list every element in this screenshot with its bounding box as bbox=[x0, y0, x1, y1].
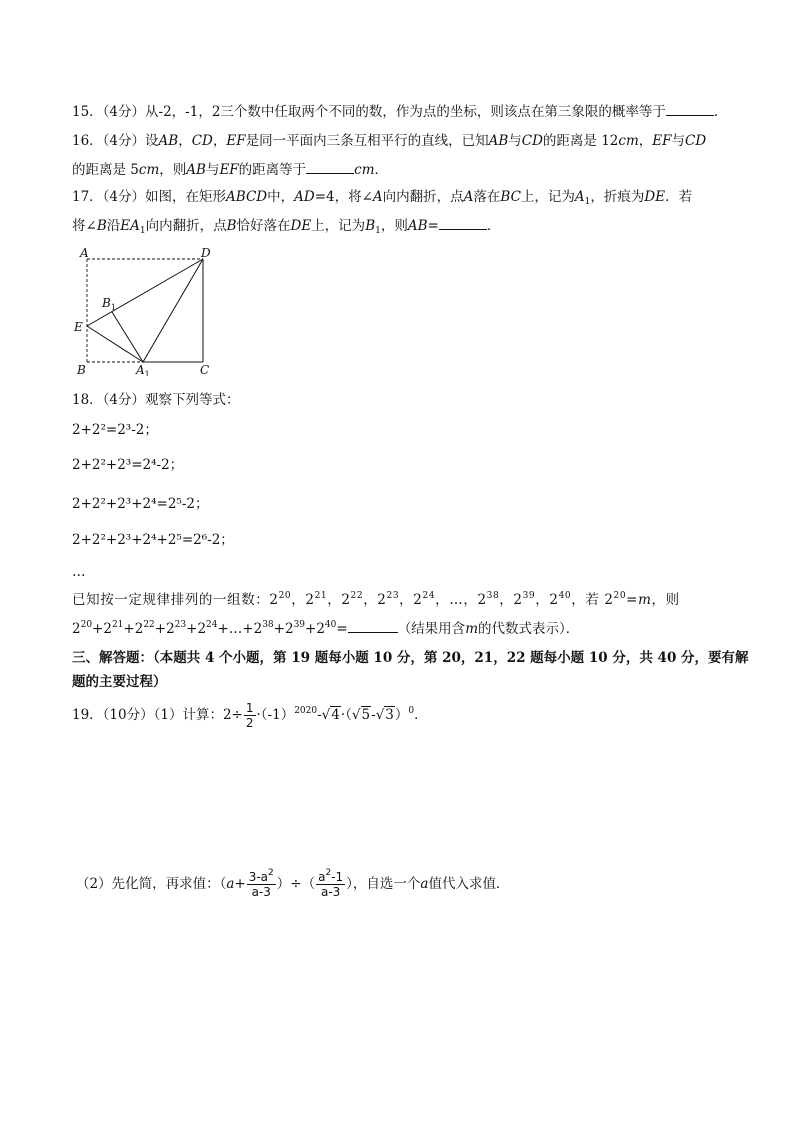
equation-2: 2+2²+2³=2⁴-2； bbox=[72, 457, 184, 473]
question-19-part1: 19．（10分）（1）计算：2÷ $\frac{1}{2}$ $\cdot(-1)^{2020}-√4\cdot(√5-√3)^0$． bbox=[72, 701, 428, 730]
question-16-line1: 16．（4分）设AB，CD，EF是同一平面内三条互相平行的直线，已知AB与CD的距离是 12cm，EF与CD bbox=[72, 133, 707, 149]
ellipsis: … bbox=[72, 564, 86, 580]
answer-blank bbox=[306, 159, 354, 174]
question-17-line2: 将∠B沿$EA_1$向内翻折，点B恰好落在DE上，记为$B_1$，则AB= ． bbox=[72, 215, 500, 236]
label-C: C bbox=[200, 363, 210, 376]
question-16-line2: 的距离是 5cm，则AB与EF的距离等于 cm． bbox=[72, 159, 388, 180]
question-18-line2: $2^{20}+2^{21}+2^{22}+2^{23}+2^{24}+\dots+2^{38}+2^{39}+2^{40}=$ （结果用含m的代数式表示）． bbox=[72, 620, 580, 637]
section-3-heading: 三、解答题：（本题共 4 个小题，第 19 题每小题 10 分，第 20，21，22 题每小题 10 分，共 40 分，要有解 bbox=[72, 650, 749, 666]
label-E: E bbox=[74, 320, 83, 334]
answer-blank bbox=[348, 618, 398, 633]
equation-1: 2+2²=2³-2； bbox=[72, 422, 158, 438]
label-A: A bbox=[80, 246, 89, 260]
question-18-line1: 已知按一定规律排列的一组数：$2^{20}$，$2^{21}$，$2^{22}$，$2^{23}$，$2^{24}$，…，$2^{38}$，$2^{39}$，$2^{40}$，若 $2^{20}=m$，则 bbox=[72, 591, 680, 608]
section-3-heading-cont: 题的主要过程） bbox=[72, 674, 167, 690]
edge-ED bbox=[87, 259, 203, 326]
q15-text: 15．（4分）从-2，-1，2三个数中任取两个不同的数，作为点的坐标，则该点在第三象限的概率等于 bbox=[72, 104, 666, 120]
label-A1: $A_1$ bbox=[136, 363, 150, 376]
label-B1: $B_1$ bbox=[102, 296, 116, 312]
question-19-part2: （2）先化简，再求值：（a+ $\frac{3-a^2}{a-3}$ ）÷（ $\frac{a^2-1}{a-3}$ ），自选一个a值代入求值． bbox=[76, 868, 510, 899]
edge-DA1 bbox=[143, 259, 203, 362]
equation-4: 2+2²+2³+2⁴+2⁵=2⁶-2； bbox=[72, 532, 234, 548]
geometry-figure bbox=[72, 246, 232, 376]
answer-blank bbox=[666, 101, 714, 116]
edge-EA1 bbox=[87, 326, 143, 362]
equation-3: 2+2²+2³+2⁴=2⁵-2； bbox=[72, 496, 209, 512]
fraction-half: $\frac{1}{2}$ bbox=[245, 701, 254, 730]
question-15: 15．（4分）从-2，-1，2三个数中任取两个不同的数，作为点的坐标，则该点在第三象限的概率等于 ． bbox=[72, 101, 727, 122]
label-D: D bbox=[201, 246, 211, 260]
fraction-2: $\frac{a^2-1}{a-3}$ bbox=[318, 868, 344, 899]
question-17-line1: 17．（4分）如图，在矩形ABCD中，AD=4，将∠A向内翻折，点A落在BC上，记为$A_1$，折痕为DE．若 bbox=[72, 189, 693, 207]
question-18-title: 18．（4分）观察下列等式： bbox=[72, 392, 240, 408]
edge-B1A1 bbox=[112, 312, 143, 362]
fraction-1: $\frac{3-a^2}{a-3}$ bbox=[248, 868, 274, 899]
answer-blank bbox=[439, 215, 487, 230]
label-B: B bbox=[77, 363, 86, 376]
